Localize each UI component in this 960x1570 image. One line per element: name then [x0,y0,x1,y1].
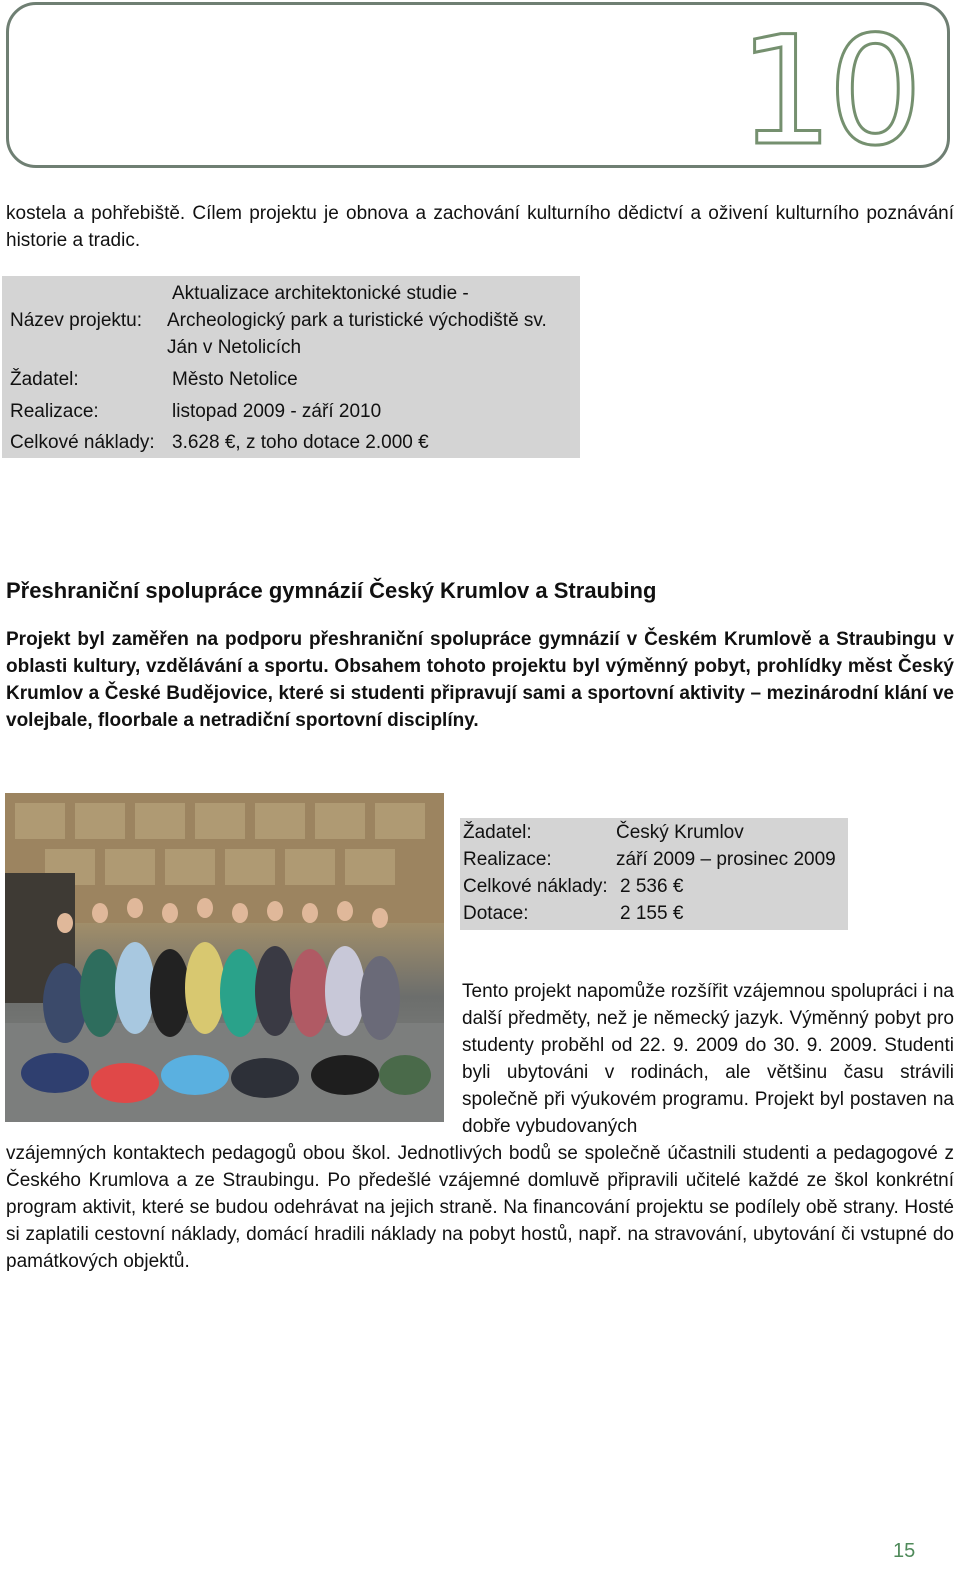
grant-row [463,900,684,927]
applicant-label: Žadatel: [10,369,79,390]
applicant-value: Město Netolice [172,369,298,390]
realization-value: listopad 2009 - září 2010 [172,401,382,422]
costs-value: 3.628 €, z toho dotace 2.000 € [172,432,429,453]
body-paragraph-full: vzájemných kontaktech pedagogů obou škol. Jednotlivých bodů se společně účastnili studenti a pedagogové z Českého Krumlova a ze Straubingu. Po předešlé vzájemné domluvě připravili učitelé každé ze škol konkrétní program aktivit, které se budou odehrávat na jejich straně. Na financování projektu se podílely obě strany. Hosté si zaplatili cestovní náklady, domácí hradili náklady na pobyt hostů, např. na stravování, ubytování či vstupné do památkových objektů. [6,1143,954,1272]
applicant-value: Český Krumlov [616,822,744,843]
realization-label: Realizace: [10,401,99,422]
costs-value: 2 536 € [620,876,684,897]
chapter-number: 10 [738,5,917,179]
intro-paragraph: kostela a pohřebiště. Cílem projektu je obnova a zachování kulturního dědictví a oživení kulturního poznávání historie a tradic. [6,203,954,251]
realization-value: září 2009 – prosinec 2009 [616,849,836,870]
grant-value: 2 155 € [620,903,684,924]
chapter-header-frame [6,2,950,179]
project-name-line-2: Archeologický park a turistické východiště sv. [167,310,547,331]
realization-label: Realizace: [463,849,552,870]
project-name-line-3: Ján v Netolicích [167,337,302,358]
project-details-box [460,818,848,930]
group-photo [5,793,444,1122]
section-title: Přeshraniční spolupráce gymnázií Český Krumlov a Straubing [6,578,657,603]
page-number: 15 [893,1540,916,1562]
grant-label: Dotace: [463,903,529,924]
project-name-line-1: Aktualizace architektonické studie - [172,283,469,304]
costs-row [463,873,684,900]
project-name-label: Název projektu: [10,310,143,331]
costs-label: Celkové náklady: [463,876,608,897]
costs-label: Celkové náklady: [10,432,155,453]
project-info-box [2,276,580,458]
group-photo-illustration [5,793,444,1122]
realization-row [463,846,836,873]
section-summary: Projekt byl zaměřen na podporu přeshraniční spolupráce gymnázií v Českém Krumlově a Straubingu v oblasti kultury, vzdělávání a sportu. Obsahem tohoto projektu byl výměnný pobyt, prohlídky měst Český Krumlov a České Budějovice, které si studenti připravují sami a sportovní aktivity – mezinárodní klání ve volejbale, floorbale a netradiční sportovní disciplíny. [6,629,954,731]
body-paragraph-side: Tento projekt napomůže rozšířit vzájemnou spolupráci i na další předměty, než je německý jazyk. Výměnný pobyt pro studenty proběhl od 22. 9. 2009 do 30. 9. 2009. Studenti byli ubytováni v rodinách, ale většinu času strávili společně při výukovém programu. Projekt byl postaven na dobře vybudovaných [462,981,954,1137]
applicant-row [463,819,744,846]
applicant-label: Žadatel: [463,822,532,843]
